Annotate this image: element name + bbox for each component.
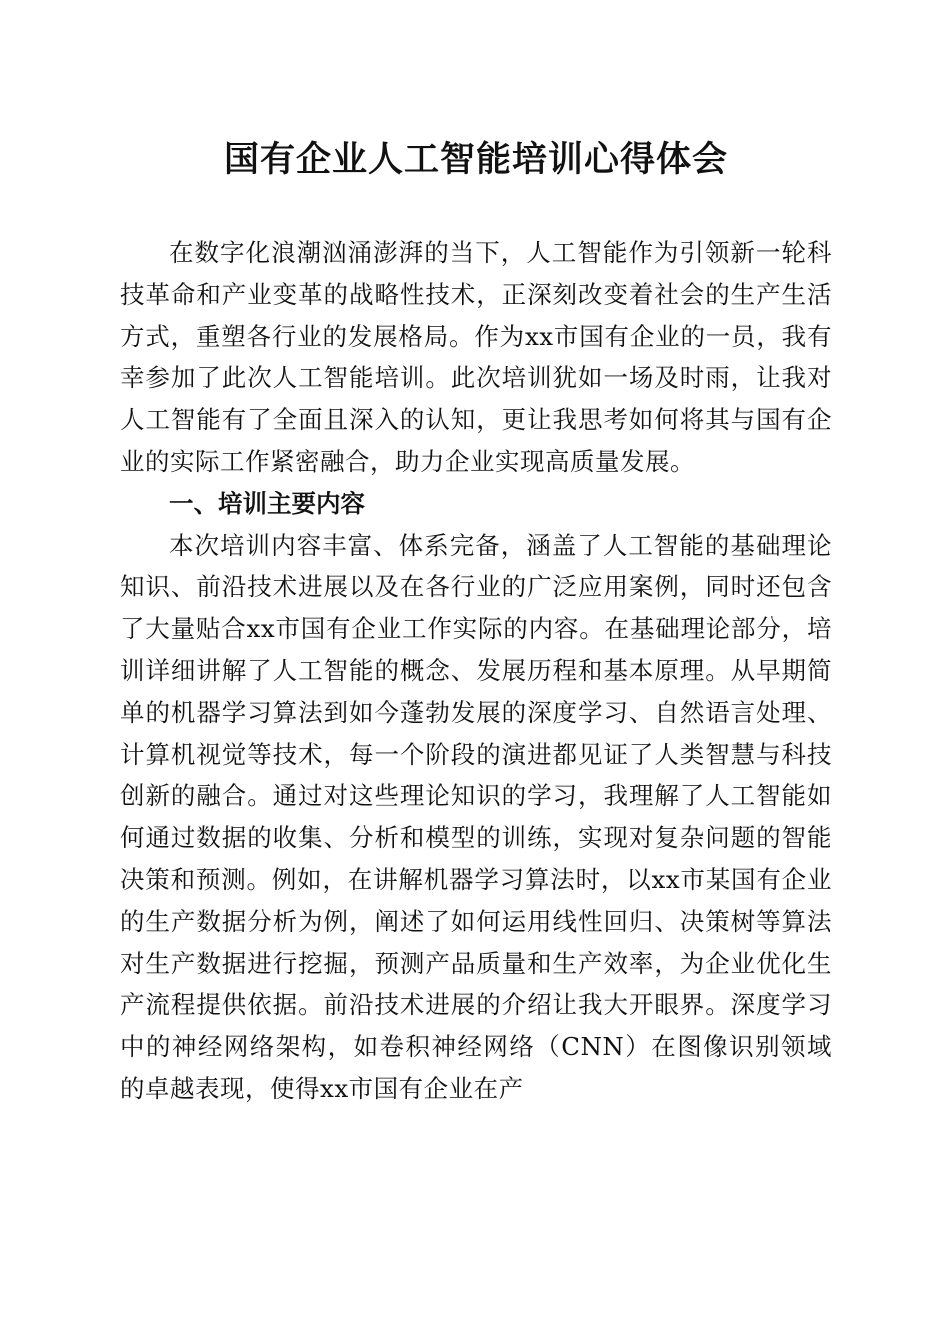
- section-paragraph-training-content: 本次培训内容丰富、体系完备，涵盖了人工智能的基础理论知识、前沿技术进展以及在各行业的广泛应用案例，同时还包含了大量贴合xx市国有企业工作实际的内容。在基础理论部分，培训详细讲解了人工智能的概念、发展历程和基本原理。从早期简单的机器学习算法到如今蓬勃发展的深度学习、自然语言处理、计算机视觉等技术，每一个阶段的演进都见证了人类智慧与科技创新的融合。通过对这些理论知识的学习，我理解了人工智能如何通过数据的收集、分析和模型的训练，实现对复杂问题的智能决策和预测。例如，在讲解机器学习算法时，以xx市某国有企业的生产数据分析为例，阐述了如何运用线性回归、决策树等算法对生产数据进行挖掘，预测产品质量和生产效率，为企业优化生产流程提供依据。前沿技术进展的介绍让我大开眼界。深度学习中的神经网络架构，如卷积神经网络（CNN）在图像识别领域的卓越表现，使得xx市国有企业在产: [120, 530, 832, 1103]
- document-title: 国有企业人工智能培训心得体会: [223, 139, 728, 180]
- section-heading-training-content: 一、培训主要内容: [169, 488, 365, 518]
- document-page: [120, 130, 832, 1110]
- intro-paragraph: 在数字化浪潮汹涌澎湃的当下，人工智能作为引领新一轮科技革命和产业变革的战略性技术，正深刻改变着社会的生产生活方式，重塑各行业的发展格局。作为xx市国有企业的一员，我有幸参加了此次人工智能培训。此次培训犹如一场及时雨，让我对人工智能有了全面且深入的认知，更让我思考如何将其与国有企业的实际工作紧密融合，助力企业实现高质量发展。: [120, 238, 832, 476]
- document-body: [120, 232, 832, 1110]
